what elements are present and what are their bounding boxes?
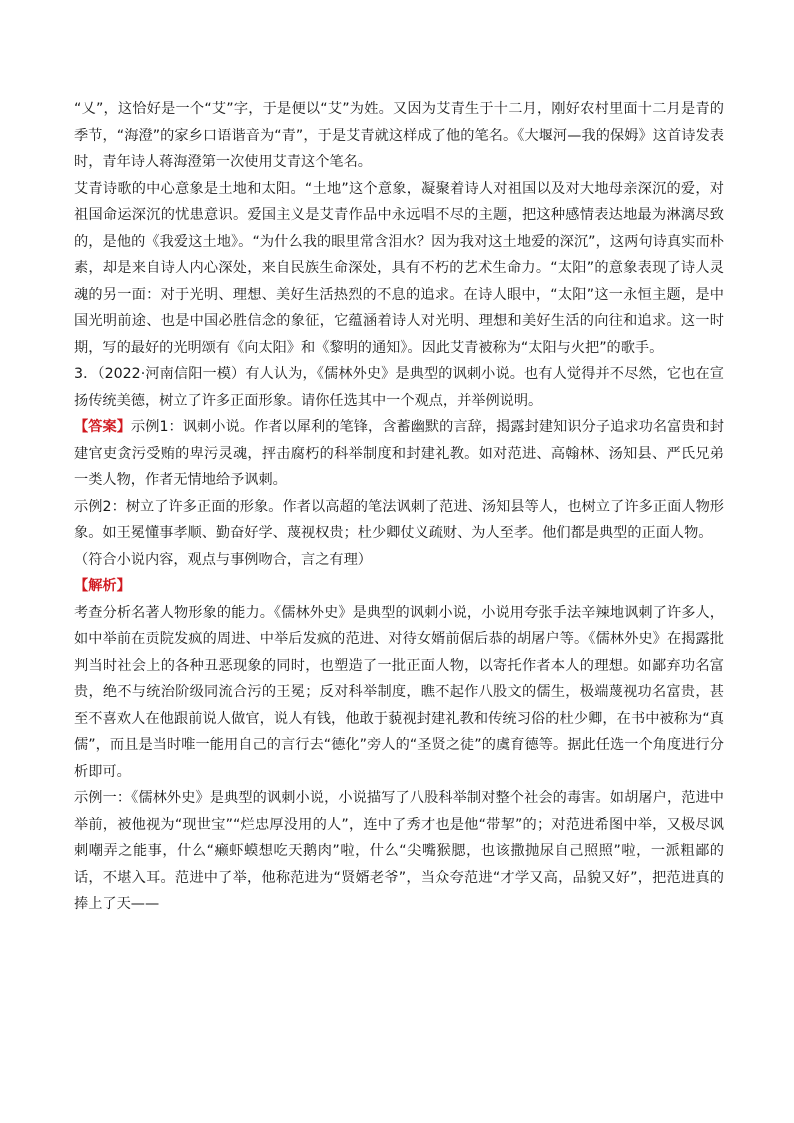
paragraph-ai-qing-imagery: 艾青诗歌的中心意象是土地和太阳。“土地”这个意象，凝聚着诗人对祖国以及对大地母亲深沉的爱，对祖国命运深沉的忧患意识。爱国主义是艾青作品中永远唱不尽的主题，把这种感情表达地最为淋漓尽致的，是他的《我爱这土地》。“为什么我的眼里常含泪水？因为我对这土地爱的深沉”，这两句诗真实而朴素，却是来自诗人内心深处，来自民族生命深处，具有不朽的艺术生命力。“太阳”的意象表现了诗人灵魂的另一面：对于光明、理想、美好生活热烈的不息的追求。在诗人眼中，“太阳”这一永恒主题，是中国光明前途、也是中国必胜信念的象征，它蕴涵着诗人对光明、理想和美好生活的向往和追求。这一时期，写的最好的光明颂有《向太阳》和《黎明的通知》。因此艾青被称为“太阳与火把”的歌手。: [74, 180, 724, 356]
answer-tag: 【答案】: [74, 419, 131, 435]
answer-note: （符合小说内容，观点与事例吻合，言之有理）: [74, 551, 372, 568]
analysis-example-1: 示例一：《儒林外史》是典型的讽刺小说，小说描写了八股科举制对整个社会的毒害。如胡屠户，范进中举前，被他视为“现世宝”“烂忠厚没用的人”，连中了秀才也是他“带挈”的；对范进希图中举，又极尽讽刺嘲弄之能事，什么“癞虾蟆想吃天鹅肉”啦，什么“尖嘴猴腮，也该撒抛尿自己照照”啦，一派粗鄙的话，不堪入耳。范进中了举，他称范进为“贤婿老爷”，当众夸范进“才学又高，品貌又好”，把范进真的捧上了天——: [74, 790, 724, 912]
answer-example-1: [74, 414, 724, 494]
question-3: 3．（2022·河南信阳一模）有人认为，《儒林外史》是典型的讽刺小说。也有人觉得并不尽然，它也在宣扬传统美德，树立了许多正面形象。请你任选其中一个观点，并举例说明。: [74, 366, 724, 409]
answer-example-2: 示例2：树立了许多正面的形象。作者以高超的笔法讽刺了范进、汤知县等人，也树立了许多正面人物形象。如王冕懂事孝顺、勤奋好学、蔑视权贵；杜少卿仗义疏财、为人至孝。他们都是典型的正面人物。: [74, 498, 724, 541]
analysis-heading: [74, 573, 724, 600]
analysis-tag: 【解析】: [74, 578, 131, 594]
paragraph-ai-qing-pen-name: “乂”，这恰好是一个“艾”字，于是便以“艾”为姓。又因为艾青生于十二月，刚好农村里面十二月是青的季节，“海澄”的家乡口语谐音为“青”，于是艾青就这样成了他的笔名。《大堰河—我的保姆》这首诗发表时，青年诗人蒋海澄第一次使用艾青这个笔名。: [74, 101, 724, 170]
analysis-text: 考查分析名著人物形象的能力。《儒林外史》是典型的讽刺小说，小说用夸张手法辛辣地讽刺了许多人，如中举前在贡院发疯的周进、中举后发疯的范进、对待女婿前倨后恭的胡屠户等。《儒林外史》在揭露批判当时社会上的各种丑恶现象的同时，也塑造了一批正面人物，以寄托作者本人的理想。如鄙弃功名富贵，绝不与统治阶级同流合污的王冕；反对科举制度，瞧不起作八股文的儒生，极端蔑视功名富贵，甚至不喜欢人在他跟前说人做官，说人有钱，他敢于藐视封建礼教和传统习俗的杜少卿，在书中被称为“真儒”，而且是当时唯一能用自己的言行去“德化”旁人的“圣贤之徒”的虞育德等。据此任选一个角度进行分析即可。: [74, 604, 724, 780]
document-page: [74, 96, 724, 918]
answer-example-1-text: 示例1：讽刺小说。作者以犀利的笔锋，含蓄幽默的言辞，揭露封建知识分子追求功名富贵和封建官吏贪污受贿的卑污灵魂，抨击腐朽的科举制度和封建礼教。如对范进、高翰林、汤知县、严氏兄弟一类人物，作者无情地给予讽刺。: [74, 419, 724, 488]
